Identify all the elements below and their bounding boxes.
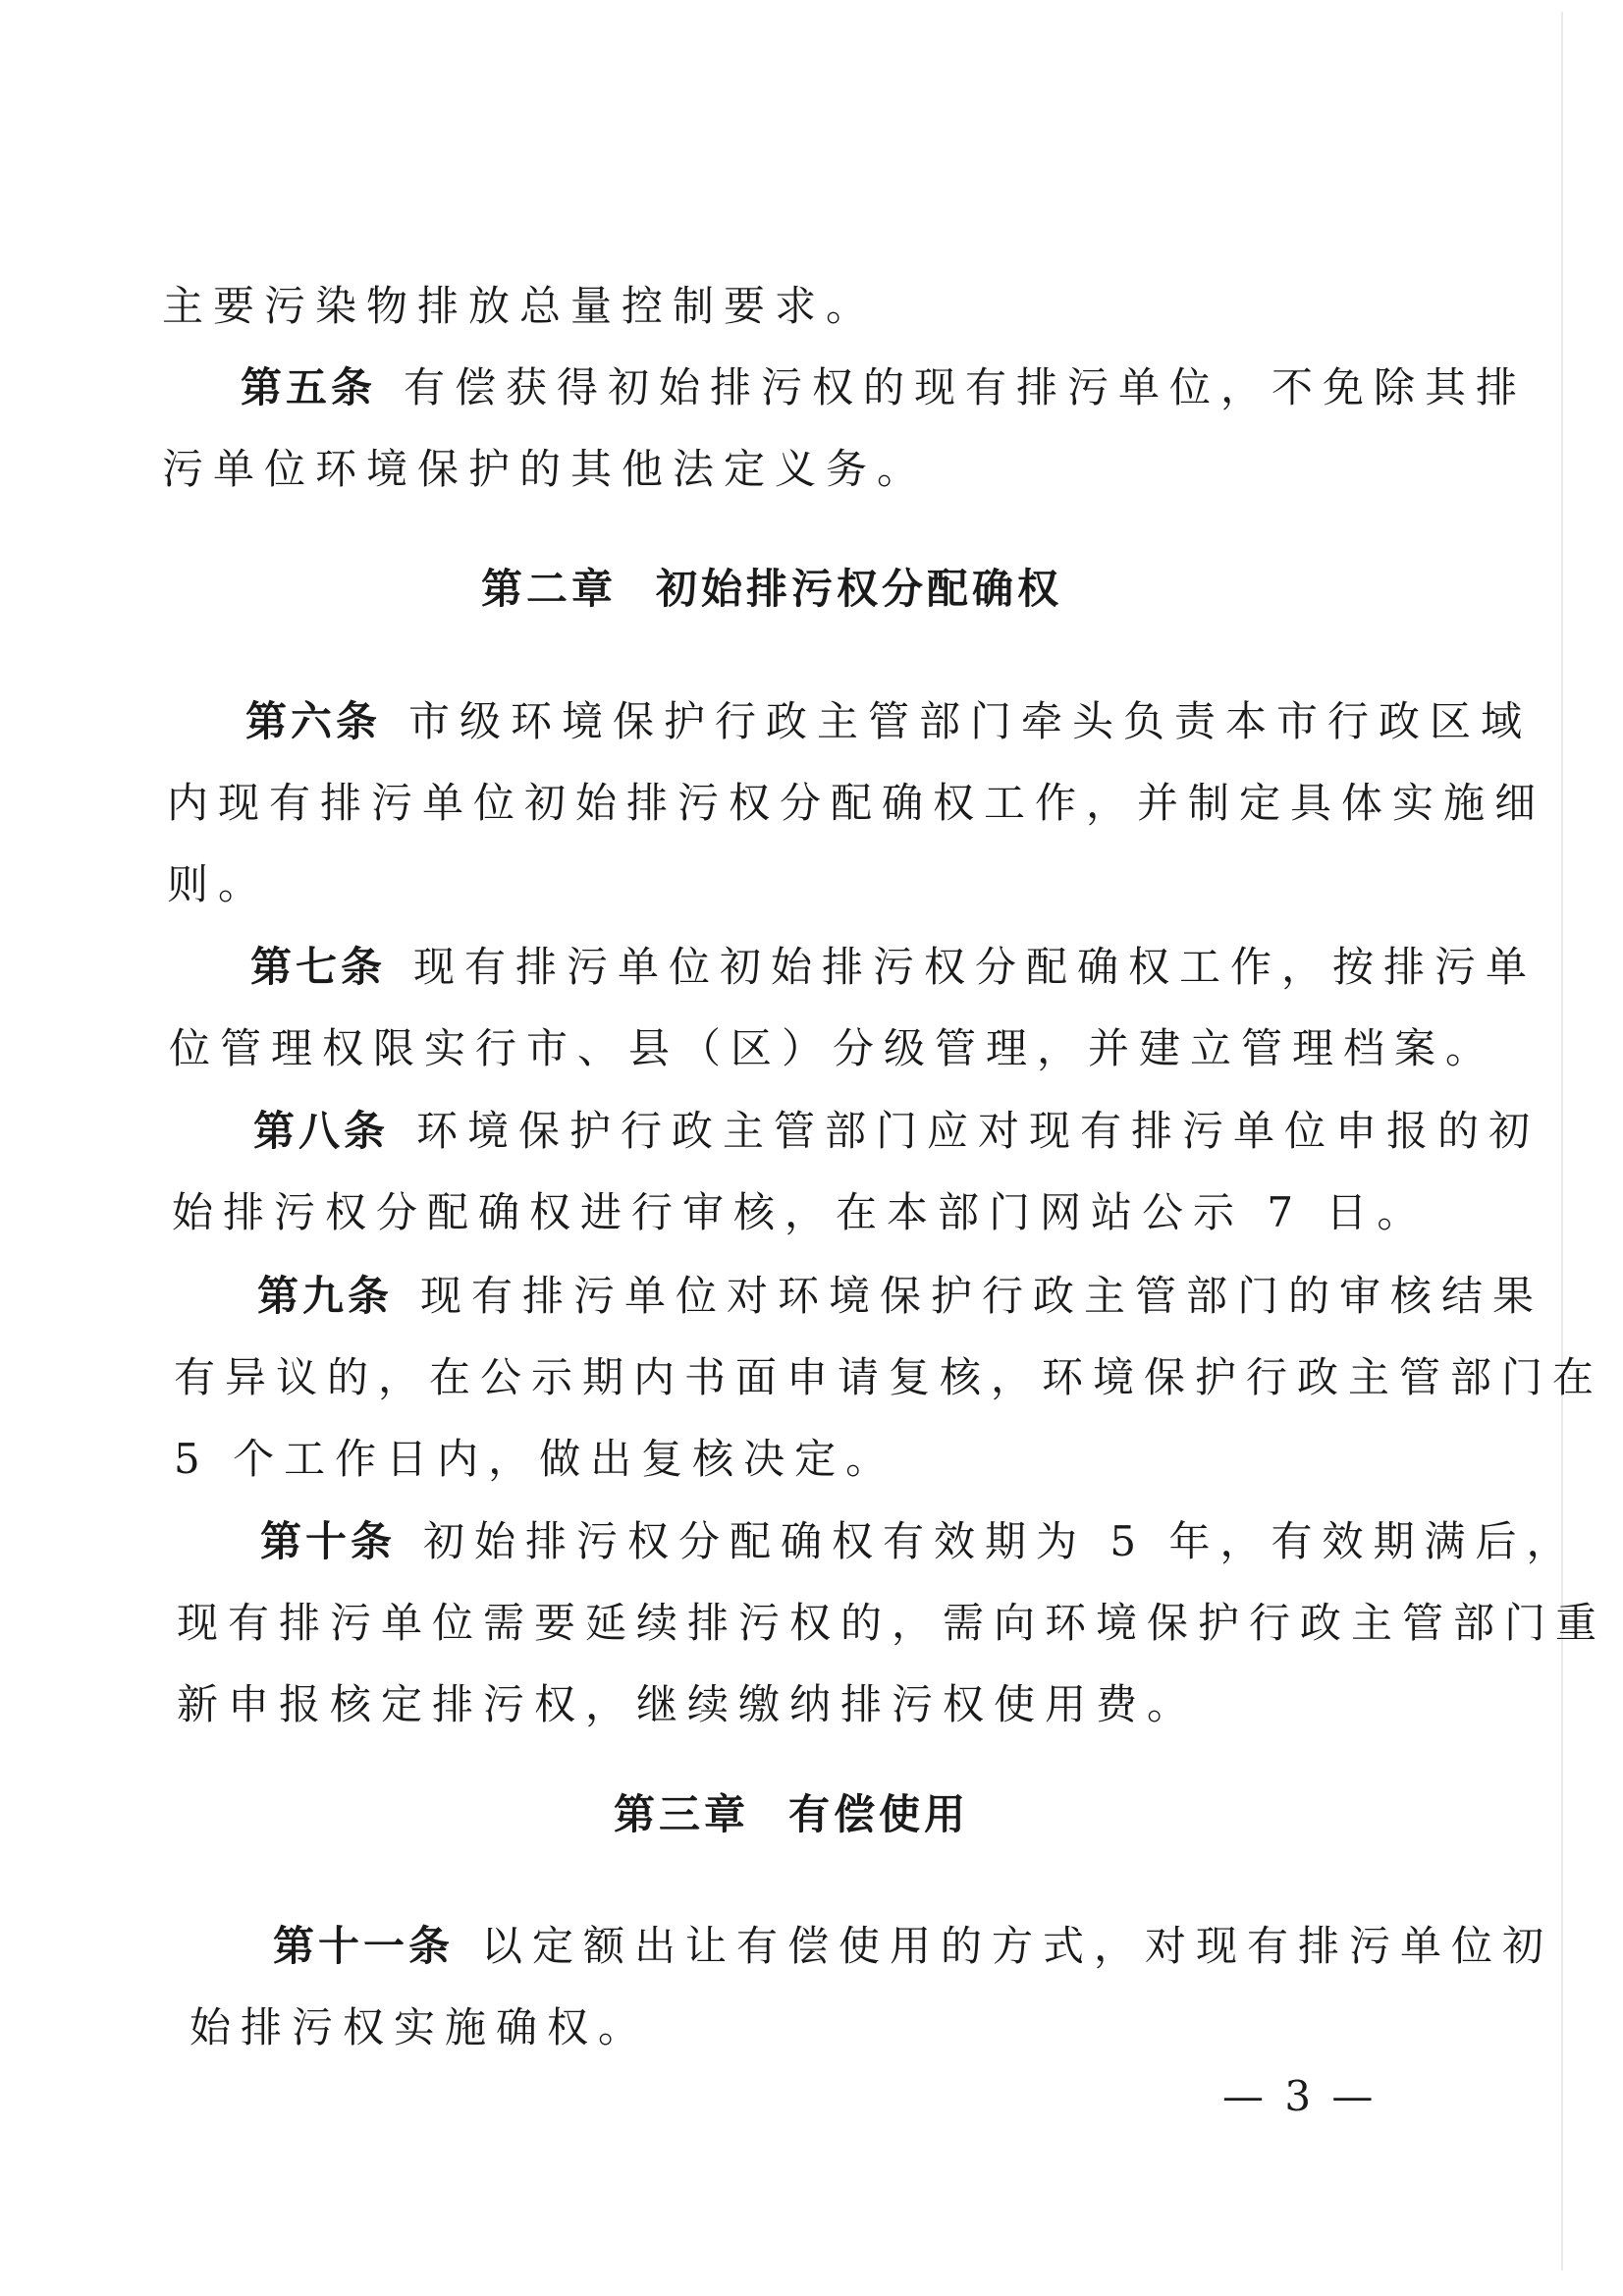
chapter-heading: 第三章 有偿使用 [614, 1790, 970, 1838]
paragraph-line: 污单位环境保护的其他法定义务。 [162, 445, 929, 493]
paragraph-line: 始排污权实施确权。 [189, 2003, 650, 2051]
paragraph-line: 始排污权分配确权进行审核，在本部门网站公示 7 日。 [172, 1188, 1429, 1236]
article-10: 第十条 初始排污权分配确权有效期为 5 年，有效期满后， [260, 1517, 1578, 1565]
paragraph-line: 内现有排污单位初始排污权分配确权工作，并制定具体实施细 [167, 779, 1546, 827]
paragraph-line: 现有排污单位需要延续排污权的，需向环境保护行政主管部门重 [177, 1599, 1607, 1647]
article-number: 第五条 [241, 363, 377, 411]
paragraph-line: 则。 [167, 860, 270, 908]
paragraph-line: 5 个工作日内，做出复核决定。 [174, 1435, 897, 1483]
article-number: 第十条 [260, 1517, 397, 1565]
paragraph-line: 主要污染物排放总量控制要求。 [162, 282, 878, 330]
scan-edge-line [1561, 12, 1563, 2270]
article-number: 第六条 [245, 697, 382, 745]
article-7: 第七条 现有排污单位初始排污权分配确权工作，按排污单 [250, 943, 1538, 991]
article-11: 第十一条 以定额出让有偿使用的方式，对现有排污单位初 [273, 1922, 1554, 1970]
paragraph-line: 新申报核定排污权，继续缴纳排污权使用费。 [177, 1680, 1199, 1728]
article-5: 第五条 有偿获得初始排污权的现有排污单位，不免除其排 [241, 363, 1528, 411]
paragraph-line: 位管理权限实行市、县（区）分级管理，并建立管理档案。 [169, 1024, 1497, 1072]
paragraph-line: 有异议的，在公示期内书面申请复核，环境保护行政主管部门在 [174, 1353, 1604, 1401]
article-number: 第八条 [253, 1107, 390, 1155]
chapter-heading: 第二章 初始排污权分配确权 [481, 565, 1063, 613]
article-8: 第八条 环境保护行政主管部门应对现有排污单位申报的初 [253, 1107, 1541, 1155]
article-number: 第十一条 [273, 1922, 455, 1970]
article-6: 第六条 市级环境保护行政主管部门牵头负责本市行政区域 [245, 697, 1533, 745]
page-number: — 3 — [1222, 2072, 1378, 2120]
article-9: 第九条 现有排污单位对环境保护行政主管部门的审核结果 [257, 1272, 1544, 1320]
article-number: 第七条 [250, 943, 387, 991]
article-number: 第九条 [257, 1272, 394, 1320]
